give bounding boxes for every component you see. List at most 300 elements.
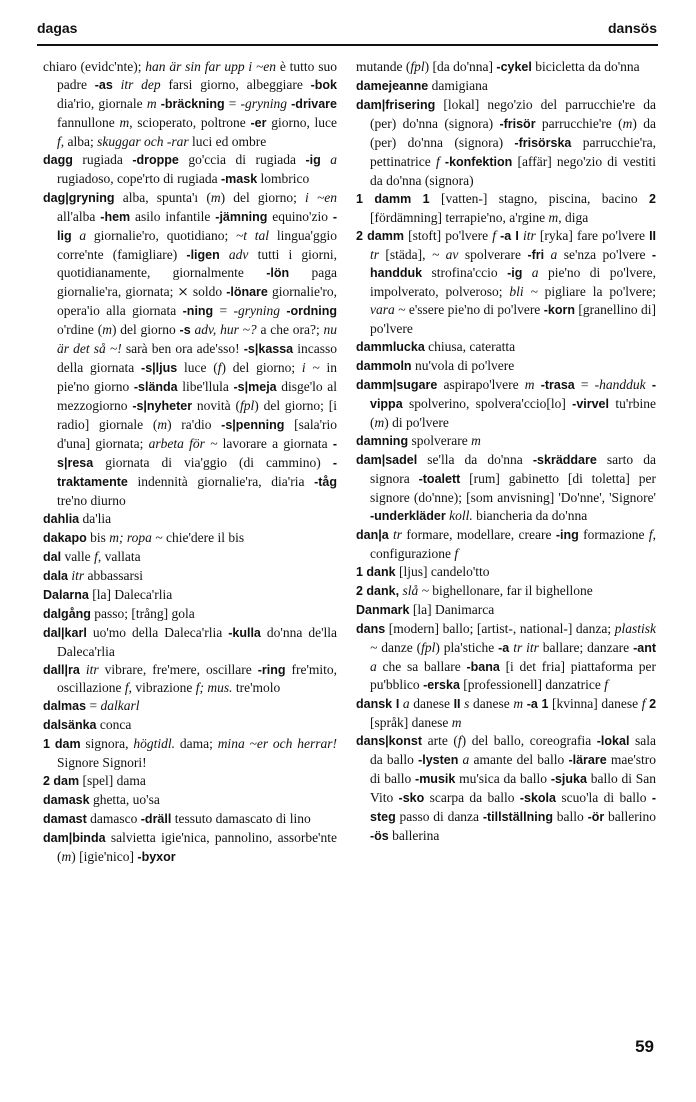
entry-text: o'rdine ( bbox=[57, 322, 103, 338]
headword: -ör bbox=[587, 810, 605, 825]
entry-text: che sa ballare bbox=[376, 658, 467, 674]
headword: -a I bbox=[500, 228, 519, 243]
headword: -sjuka bbox=[550, 772, 587, 787]
headword: dahlia bbox=[43, 511, 80, 526]
dictionary-entry bbox=[356, 526, 656, 563]
headword: -traktamente bbox=[57, 456, 337, 489]
headword: dammlucka bbox=[356, 340, 425, 355]
entry-text: ) di po'lvere bbox=[384, 415, 449, 431]
dictionary-entry bbox=[356, 432, 656, 451]
entry-text: dia'rio, giornale bbox=[57, 95, 147, 111]
headword: Danmark bbox=[356, 602, 410, 617]
italic-text: i ~ bbox=[301, 360, 320, 376]
entry-text: strofina'ccio bbox=[422, 265, 508, 281]
entry-text: scuo'la di ballo bbox=[556, 790, 652, 806]
headword: -musik bbox=[415, 772, 456, 787]
italic-text: mina ~er och herrar! bbox=[217, 736, 337, 752]
entry-text: ) [igie'nico] bbox=[71, 849, 138, 865]
dictionary-entry bbox=[43, 697, 337, 716]
entry-text: ghetta, uo'sa bbox=[89, 792, 160, 808]
headword: damejeanne bbox=[356, 78, 429, 93]
italic-text: f bbox=[457, 733, 462, 749]
italic-text: slå ~ bbox=[402, 582, 429, 598]
entry-text: [vatten-] stagno, piscina, bacino bbox=[429, 190, 650, 206]
italic-text: m; ropa ~ bbox=[109, 529, 163, 545]
headword: -kulla bbox=[228, 625, 261, 640]
entry-text: ) ra'dio bbox=[167, 417, 222, 433]
entry-text: [ryka] fare po'lvere bbox=[535, 227, 650, 243]
italic-text: skuggar och -rar bbox=[97, 133, 189, 149]
entry-text: aspirapo'lvere bbox=[437, 377, 525, 393]
italic-text: ~ av bbox=[431, 246, 459, 262]
dictionary-entry bbox=[356, 77, 656, 96]
headword: -ant bbox=[633, 640, 656, 655]
entry-text: , alba; bbox=[60, 133, 98, 149]
dictionary-entry bbox=[43, 151, 337, 189]
italic-text: -handduk bbox=[594, 377, 646, 393]
italic-text: m bbox=[210, 189, 221, 205]
italic-text: m bbox=[622, 115, 633, 131]
headword: dam|frisering bbox=[356, 97, 436, 112]
headword: 2 damm bbox=[356, 228, 404, 243]
headword: -tillställning bbox=[482, 810, 553, 825]
header-guide-word-left: dagas bbox=[37, 20, 78, 36]
italic-text: m bbox=[157, 417, 168, 433]
headword: 2 dank, bbox=[356, 583, 400, 598]
dictionary-entry bbox=[43, 716, 337, 735]
entry-text: sarà ben ora ade'sso! bbox=[121, 341, 244, 357]
entry-text: ) del giorno bbox=[111, 322, 180, 338]
headword: -ning bbox=[182, 304, 214, 319]
headword: -mask bbox=[221, 171, 258, 186]
headword: -tåg bbox=[314, 474, 337, 489]
dictionary-entry bbox=[43, 529, 337, 548]
header-guide-word-right: dansös bbox=[607, 20, 657, 36]
headword: -bok bbox=[310, 77, 337, 92]
entry-text: [rum] gabinetto [di toletta] per signore (do'nne); [som anvisning] 'Do'nne', 'Signore' bbox=[370, 470, 656, 505]
dictionary-entry bbox=[356, 601, 656, 620]
entry-text: [affär] nego'zio di vestiti da do'nna (signora) bbox=[370, 153, 657, 188]
entry-text: alba, spunta'ı ( bbox=[114, 189, 211, 205]
headword: 1 dank bbox=[356, 564, 396, 579]
entry-text: ) del giorno; [i radio] giornale ( bbox=[57, 398, 337, 433]
italic-text: m bbox=[548, 209, 559, 225]
headword: dans bbox=[356, 621, 386, 636]
italic-text: m bbox=[471, 433, 481, 449]
entry-text: fre'mito, oscillazione bbox=[57, 661, 338, 696]
entry-text: danese bbox=[469, 696, 514, 712]
headword: -dräll bbox=[140, 812, 172, 827]
italic-text: a bbox=[550, 246, 558, 262]
entry-text: giorno, luce bbox=[266, 114, 338, 130]
entry-text: novità ( bbox=[192, 398, 240, 414]
headword: dall|ra bbox=[43, 662, 80, 677]
italic-text: nu är det så ~! bbox=[57, 322, 337, 357]
headword: -a bbox=[498, 640, 510, 655]
entry-text: mutande ( bbox=[356, 59, 411, 74]
entry-text: se'nza po'lvere bbox=[557, 246, 652, 262]
entry-text: pigliare la po'lvere; bbox=[537, 284, 656, 300]
entry-text: farsi giorno, albeggiare bbox=[160, 76, 311, 92]
italic-text: plastisk ~ bbox=[370, 620, 656, 655]
headword: -as bbox=[94, 77, 113, 92]
entry-text: arte ( bbox=[422, 733, 458, 749]
headword: -virvel bbox=[572, 397, 609, 412]
entry-text: [la] Daleca'rlia bbox=[88, 586, 173, 602]
italic-text: f bbox=[641, 696, 646, 712]
entry-text: abbassarsi bbox=[84, 567, 144, 583]
italic-text: itr bbox=[71, 567, 85, 583]
entry-text: , vallata bbox=[97, 548, 141, 564]
italic-text: f bbox=[454, 545, 459, 561]
headword: II bbox=[649, 228, 657, 243]
headword: -lokal bbox=[596, 734, 630, 749]
header-rule bbox=[37, 44, 658, 46]
entry-text: a che ora?; bbox=[256, 322, 324, 338]
entry-text: = bbox=[86, 698, 101, 714]
entry-text: tu'rbine ( bbox=[370, 396, 656, 431]
entry-text: tre'molo bbox=[232, 680, 281, 696]
italic-text: a bbox=[79, 227, 87, 243]
entry-text: sala da ballo bbox=[370, 733, 656, 768]
headword: -jämning bbox=[215, 209, 268, 224]
headword: -sko bbox=[398, 791, 425, 806]
entry-text: da'lia bbox=[79, 510, 112, 526]
entry-text: [i det fria] piattaforma per pu'bblico bbox=[370, 658, 656, 693]
dictionary-entry bbox=[356, 376, 656, 432]
entry-text: damigiana bbox=[428, 77, 488, 93]
italic-text: f bbox=[648, 526, 653, 542]
italic-text: tr itr bbox=[513, 639, 539, 655]
headword: -trasa bbox=[540, 378, 575, 393]
dictionary-entry bbox=[43, 586, 337, 605]
headword: -cykel bbox=[496, 60, 532, 74]
entry-text: , scioperato, poltrone bbox=[129, 114, 251, 130]
entry-text: ballare; danzare bbox=[538, 639, 634, 655]
entry-text bbox=[522, 265, 531, 280]
entry-text: danze ( bbox=[377, 639, 422, 655]
entry-text: incasso della giornata bbox=[57, 341, 337, 376]
entry-text: danese bbox=[409, 696, 454, 712]
dictionary-entry bbox=[43, 772, 337, 791]
dictionary-entry bbox=[356, 732, 656, 846]
headword: -skola bbox=[519, 791, 556, 806]
italic-text: f bbox=[604, 677, 608, 693]
entry-text: dama; bbox=[175, 736, 218, 752]
italic-text: tr bbox=[393, 526, 403, 542]
italic-text: -gryning bbox=[240, 95, 287, 111]
entry-text: chiusa, cateratta bbox=[424, 339, 516, 355]
entry-text: è tutto suo padre bbox=[57, 59, 337, 92]
headword: -vippa bbox=[370, 378, 656, 412]
headword: -s|kassa bbox=[243, 342, 294, 357]
headword: dagg bbox=[43, 152, 73, 167]
dictionary-entry bbox=[43, 548, 337, 567]
entry-text: all'alba bbox=[57, 208, 101, 224]
entry-text: go'ccia di rugiada bbox=[178, 151, 306, 167]
headword: -lärare bbox=[568, 753, 607, 768]
headword: -ig bbox=[507, 266, 523, 281]
headword: -konfektion bbox=[444, 154, 513, 169]
italic-text: a bbox=[330, 151, 338, 167]
headword: dam|binda bbox=[43, 831, 106, 846]
entry-text: = bbox=[213, 303, 234, 319]
italic-text: tr bbox=[370, 246, 380, 262]
headword: -korn bbox=[543, 303, 575, 318]
headword: -byxor bbox=[137, 850, 176, 865]
headword: -toalett bbox=[418, 471, 461, 486]
entry-text: = bbox=[574, 377, 595, 393]
italic-text: itr bbox=[523, 227, 536, 243]
italic-text: m bbox=[61, 849, 72, 865]
entry-text: salvietta igie'nica, pannolino, assorbe'nte ( bbox=[57, 830, 337, 865]
entry-text: paga giornalie'ra, giornata; ⨯ soldo bbox=[57, 265, 337, 300]
entry-text bbox=[321, 152, 331, 167]
italic-text: i ~en bbox=[305, 189, 337, 205]
italic-text: m bbox=[146, 95, 157, 111]
italic-text: f; mus. bbox=[195, 680, 233, 696]
headword: -slända bbox=[133, 380, 178, 395]
italic-text: adv bbox=[228, 246, 249, 262]
entry-text: [modern] ballo; [artist-, national-] danza; bbox=[385, 620, 615, 636]
entry-text: libe'llula bbox=[177, 379, 234, 395]
entry-text: e'ssere pie'no di po'lvere bbox=[405, 302, 544, 318]
entry-text: spolverare bbox=[408, 433, 472, 449]
italic-text: fpl bbox=[421, 639, 436, 655]
entry-text: in pie'no giorno bbox=[57, 360, 337, 395]
dictionary-entry bbox=[356, 190, 656, 227]
italic-text: koll. bbox=[449, 507, 473, 523]
entry-text: , configurazione bbox=[370, 526, 657, 561]
entry-text: formazione bbox=[578, 526, 649, 542]
italic-text: m bbox=[513, 696, 524, 712]
entry-text: chiaro (evidc'nte); bbox=[43, 59, 146, 74]
dictionary-entry bbox=[356, 563, 656, 582]
entry-text: , diga bbox=[558, 209, 589, 225]
entry-text: tessuto damascato di lino bbox=[171, 811, 311, 827]
entry-text: ballo di San Vito bbox=[370, 771, 656, 806]
italic-text: a bbox=[402, 696, 410, 712]
headword: dan|a bbox=[356, 527, 389, 542]
entry-text: ballo bbox=[552, 809, 588, 825]
italic-text: bli ~ bbox=[509, 284, 538, 300]
italic-text: adv, hur ~? bbox=[194, 322, 257, 338]
headword: -bräckning bbox=[160, 96, 225, 111]
headword: -hem bbox=[100, 209, 131, 224]
italic-text: f bbox=[492, 227, 496, 243]
italic-text: f bbox=[435, 153, 440, 169]
headword: -underkläder bbox=[370, 508, 446, 523]
entry-text: giornalie'ro, opera'io alla giornata bbox=[57, 284, 337, 319]
headword: 1 damm 1 bbox=[356, 191, 430, 206]
dictionary-entry bbox=[356, 451, 656, 526]
entry-text: [ljus] candelo'tto bbox=[395, 563, 490, 579]
dictionary-entry bbox=[356, 695, 656, 732]
running-header bbox=[37, 20, 657, 42]
italic-text: a bbox=[462, 752, 470, 768]
entry-text: rugiadoso, cope'rto di rugiada bbox=[57, 170, 222, 186]
headword: -ös bbox=[370, 829, 389, 844]
entry-text: amante del ballo bbox=[469, 752, 569, 768]
headword: damask bbox=[43, 793, 90, 808]
italic-text: ~t tal bbox=[235, 227, 270, 243]
italic-text: fpl bbox=[410, 59, 425, 74]
entry-text: ) [da do'nna] bbox=[424, 59, 497, 74]
entry-text: [stoft] po'lvere bbox=[403, 227, 493, 243]
headword: -handduk bbox=[370, 247, 657, 281]
headword: dalmas bbox=[43, 699, 87, 714]
entry-text: ) da (per) do'nna (signora) bbox=[370, 115, 656, 150]
entry-text: mu'sica da ballo bbox=[455, 771, 551, 787]
entry-text: tutti i giorni, quotidianamente, giornalmente bbox=[57, 246, 337, 281]
italic-text: f bbox=[217, 360, 222, 376]
entry-text: vibrare, fre'mere, oscillare bbox=[98, 661, 258, 677]
entry-text: scarpa da ballo bbox=[424, 790, 520, 806]
entry-text: giornalie'ro, quotidiano; bbox=[86, 227, 236, 243]
entry-text: [granellino di] po'lvere bbox=[370, 302, 656, 337]
italic-text: m bbox=[119, 114, 130, 130]
entry-text: [kvinna] danese bbox=[548, 696, 642, 712]
entry-text: disge'lo al mezzogiorno bbox=[57, 379, 337, 414]
entry-text: [städa], bbox=[379, 246, 432, 262]
entry-text: = bbox=[224, 95, 241, 111]
dictionary-entry bbox=[43, 829, 337, 867]
entry-text: asilo infantile bbox=[130, 208, 216, 224]
entry-text: biancheria da do'nna bbox=[472, 507, 588, 523]
italic-text: f bbox=[57, 133, 61, 149]
headword: -frisör bbox=[499, 116, 536, 131]
entry-text: ) pla'stiche bbox=[435, 639, 499, 655]
headword: -s bbox=[179, 323, 191, 338]
headword: dakapo bbox=[43, 530, 87, 545]
entry-text: bicicletta da do'nna bbox=[531, 59, 640, 74]
italic-text: m bbox=[102, 322, 112, 338]
dictionary-entry bbox=[356, 58, 656, 77]
left-column bbox=[43, 58, 337, 867]
dictionary-entry bbox=[43, 661, 337, 698]
dictionary-entry bbox=[43, 58, 337, 151]
italic-text: m bbox=[374, 415, 385, 431]
entry-text: uo'mo della Daleca'rlia bbox=[86, 624, 229, 640]
entry-text: Signore Signori! bbox=[57, 755, 147, 771]
headword: -er bbox=[250, 115, 267, 130]
entry-text: passo; [trång] gola bbox=[90, 605, 195, 621]
entry-text: parrucchie're ( bbox=[535, 115, 623, 131]
italic-text: han är sin far upp i ~en bbox=[145, 59, 277, 74]
headword: -lönare bbox=[226, 285, 268, 300]
headword: dalsänka bbox=[43, 718, 97, 733]
entry-text: , vibrazione bbox=[128, 680, 196, 696]
italic-text: itr dep bbox=[120, 76, 161, 92]
italic-text: högtidl. bbox=[133, 736, 176, 752]
headword: -fri bbox=[527, 247, 545, 262]
headword: dans|konst bbox=[356, 734, 423, 749]
headword: dansk I bbox=[356, 697, 400, 712]
italic-text: f bbox=[94, 548, 98, 564]
entry-text: damasco bbox=[86, 811, 141, 827]
entry-text: bis bbox=[86, 529, 110, 545]
entry-text: do'nna de'lla Daleca'rlia bbox=[57, 624, 338, 659]
italic-text: a bbox=[370, 658, 377, 674]
headword: -drivare bbox=[291, 96, 337, 111]
italic-text: -gryning bbox=[233, 303, 280, 319]
headword: 2 bbox=[649, 191, 656, 206]
entry-text: luce ( bbox=[177, 360, 218, 376]
entry-text: spolverare bbox=[458, 246, 528, 262]
entry-text: [lokal] nego'zio del parrucchie're da (per) do'nna (signora) bbox=[370, 96, 656, 131]
entry-text: nu'vola di po'lvere bbox=[411, 358, 515, 374]
entry-text bbox=[220, 247, 229, 262]
headword: damm|sugare bbox=[356, 378, 438, 393]
entry-text: giornata di via'ggio (di cammino) bbox=[93, 455, 333, 471]
right-column bbox=[356, 58, 656, 846]
headword: dag|gryning bbox=[43, 190, 115, 205]
entry-text: se'lla da do'nna bbox=[417, 452, 533, 468]
headword: II bbox=[453, 697, 461, 712]
dictionary-entry bbox=[43, 189, 337, 510]
headword: -s|meja bbox=[233, 380, 277, 395]
headword: dalgång bbox=[43, 606, 91, 621]
headword: -frisörska bbox=[514, 135, 572, 150]
headword: -a 1 bbox=[526, 697, 549, 712]
headword: -lön bbox=[266, 266, 290, 281]
dictionary-entry bbox=[43, 735, 337, 772]
italic-text: s bbox=[464, 696, 470, 712]
headword: -ligen bbox=[186, 247, 220, 262]
entry-text: [la] Danimarca bbox=[409, 601, 495, 617]
entry-text: indennità giornalie'ra, dia'ria bbox=[127, 473, 315, 489]
entry-text: ) del ballo, coreografia bbox=[461, 733, 597, 749]
dictionary-entry bbox=[43, 510, 337, 529]
entry-text: ballerina bbox=[388, 828, 440, 844]
headword: -bana bbox=[466, 659, 500, 674]
headword: -lysten bbox=[418, 753, 459, 768]
dictionary-entry bbox=[43, 605, 337, 624]
headword: -ordning bbox=[286, 304, 337, 319]
entry-text: ballerino bbox=[604, 809, 657, 825]
entry-text: lombrico bbox=[257, 170, 310, 186]
headword: dammoln bbox=[356, 359, 412, 374]
entry-text: [spel] dama bbox=[79, 773, 146, 789]
entry-text: signora, bbox=[80, 736, 134, 752]
headword: -ring bbox=[257, 662, 286, 677]
headword: -s|resa bbox=[57, 437, 337, 471]
entry-text: ) del giorno; bbox=[220, 189, 306, 205]
headword: -lig bbox=[57, 209, 337, 243]
entry-text: [språk] danese bbox=[370, 715, 452, 731]
headword: -s|nyheter bbox=[132, 399, 193, 414]
headword: -ing bbox=[555, 527, 579, 542]
italic-text: m bbox=[524, 377, 535, 393]
dictionary-entry bbox=[43, 567, 337, 586]
italic-text: itr bbox=[85, 661, 99, 677]
headword: 1 dam bbox=[43, 737, 81, 752]
entry-text: [fördämning] terrapie'no, a'rgine bbox=[370, 209, 549, 225]
entry-text: formare, modellare, creare bbox=[402, 526, 556, 542]
entry-text: ) del giorno; bbox=[221, 360, 302, 376]
entry-text: [sala'rio d'una] giornata; bbox=[57, 417, 337, 452]
headword: -erska bbox=[423, 678, 460, 693]
italic-text: vara ~ bbox=[370, 302, 406, 318]
italic-text: m bbox=[451, 715, 462, 731]
headword: Dalarna bbox=[43, 587, 89, 602]
dictionary-entry bbox=[356, 338, 656, 357]
italic-text: f bbox=[124, 680, 129, 696]
headword: dal bbox=[43, 549, 62, 564]
entry-text: tre'no diurno bbox=[57, 492, 126, 508]
entry-text: luci ed ombre bbox=[188, 133, 267, 149]
italic-text: dalkarl bbox=[100, 698, 140, 714]
